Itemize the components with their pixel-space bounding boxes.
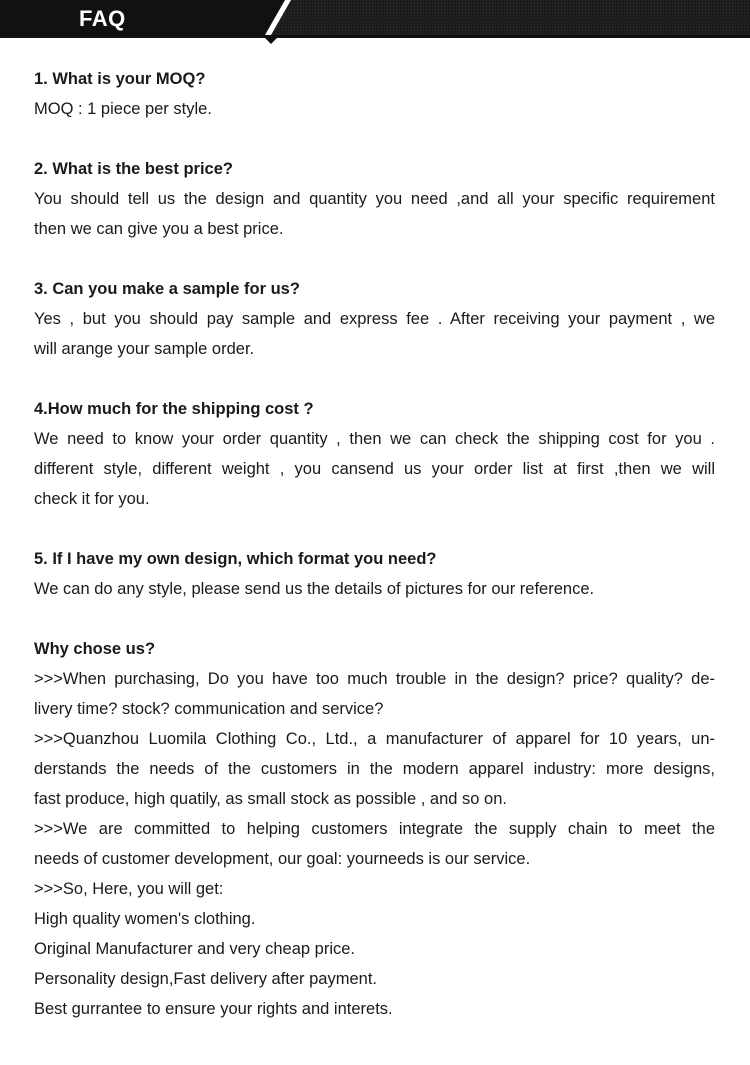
faq-header-banner: [0, 0, 750, 44]
page-title: FAQ: [79, 6, 126, 31]
faq-answer-2-line-1: You should tell us the design and quantity you need ,and all your specific requirement: [34, 190, 715, 208]
why-line-11: Personality design,Fast delivery after payment.: [34, 970, 377, 988]
why-line-2: livery time? stock? communication and service?: [34, 700, 384, 718]
why-line-6: >>>We are committed to helping customers integrate the supply chain to meet the: [34, 820, 715, 838]
faq-question-4: 4.How much for the shipping cost ?: [34, 400, 314, 418]
why-heading: Why chose us?: [34, 640, 156, 658]
faq-question-5: 5. If I have my own design, which format you need?: [34, 550, 437, 568]
faq-answer-4-line-1: We need to know your order quantity , then we can check the shipping cost for you .: [34, 430, 715, 448]
faq-answer-3-line-1: Yes , but you should pay sample and express fee . After receiving your payment , we: [34, 310, 715, 328]
faq-content: [34, 64, 715, 1024]
faq-answer-1-line-1: MOQ : 1 piece per style.: [34, 100, 212, 118]
why-line-10: Original Manufacturer and very cheap price.: [34, 940, 355, 958]
faq-answer-4-line-3: check it for you.: [34, 490, 150, 508]
faq-answer-5-line-1: We can do any style, please send us the details of pictures for our reference.: [34, 580, 595, 598]
faq-question-3: 3. Can you make a sample for us?: [34, 280, 300, 298]
faq-answer-3-line-2: will arange your sample order.: [34, 340, 255, 358]
faq-answer-4-line-2: different style, different weight , you cansend us your order list at first ,then we will: [34, 460, 715, 478]
why-line-1: >>>When purchasing, Do you have too much trouble in the design? price? quality? de-: [34, 670, 715, 688]
why-line-7: needs of customer development, our goal: yourneeds is our service.: [34, 850, 531, 868]
why-line-8: >>>So, Here, you will get:: [34, 880, 224, 898]
faq-question-2: 2. What is the best price?: [34, 160, 233, 178]
why-line-5: fast produce, high quatily, as small stock as possible , and so on.: [34, 790, 507, 808]
why-line-12: Best gurrantee to ensure your rights and interets.: [34, 1000, 393, 1018]
faq-question-1: 1. What is your MOQ?: [34, 70, 206, 88]
why-line-4: derstands the needs of the customers in the modern apparel industry: more designs,: [34, 760, 715, 778]
faq-answer-2-line-2: then we can give you a best price.: [34, 220, 284, 238]
why-line-3: >>>Quanzhou Luomila Clothing Co., Ltd., a manufacturer of apparel for 10 years, un-: [34, 730, 715, 748]
why-line-9: High quality women's clothing.: [34, 910, 256, 928]
